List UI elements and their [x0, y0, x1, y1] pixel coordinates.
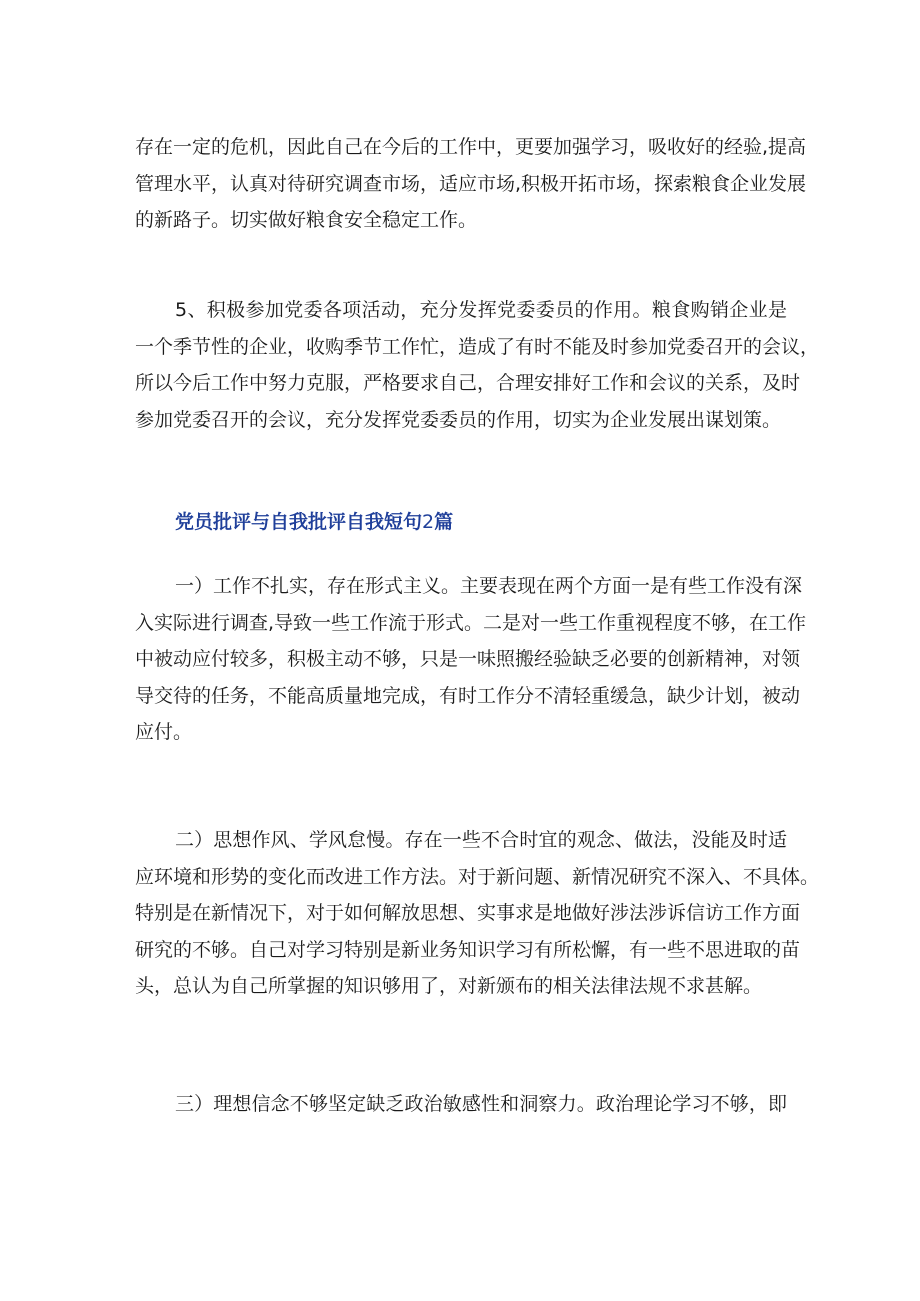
text-line: 二）思想作风、学风怠慢。存在一些不合时宜的观念、做法，没能及时适: [175, 829, 787, 851]
paragraph-4: [135, 822, 820, 1005]
text-line: 头，总认为自己所掌握的知识够用了，对新颁布的相关法律法规不求甚解。: [135, 975, 763, 997]
text-line: 一个季节性的企业，收购季节工作忙，造成了有时不能及时参加党委召开的会议，: [135, 335, 820, 358]
text-line: 5、积极参加党委各项活动，充分发挥党委委员的作用。粮食购销企业是: [175, 299, 787, 321]
heading-suffix: 篇: [434, 511, 454, 533]
text-line: 应环境和形势的变化而改进工作方法。对于新问题、新情况研究不深入、不具体。: [135, 865, 820, 888]
text-line: 一）工作不扎实，存在形式主义。主要表现在两个方面一是有些工作没有深: [175, 575, 803, 597]
section-heading: [175, 504, 453, 540]
text-line: 入实际进行调查,导致一些工作流于形式。二是对一些工作重视程度不够，在工作: [135, 611, 807, 634]
text-line: 的新路子。切实做好粮食安全稳定工作。: [135, 209, 478, 231]
text-line: 存在一定的危机，因此自己在今后的工作中，更要加强学习，吸收好的经验,提高: [135, 136, 807, 158]
text-line: 中被动应付较多，积极主动不够，只是一味照搬经验缺乏必要的创新精神，对领: [135, 648, 801, 670]
paragraph-1: [135, 129, 807, 239]
text-line: 参加党委召开的会议，充分发挥党委委员的作用，切实为企业发展出谋划策。: [135, 408, 782, 431]
text-line: 所以今后工作中努力克服，严格要求自己，合理安排好工作和会议的关系，及时: [135, 372, 801, 394]
paragraph-5: [135, 1086, 787, 1123]
text-line: 特别是在新情况下，对于如何解放思想、实事求是地做好涉法涉诉信访工作方面: [135, 902, 801, 924]
paragraph-3: [135, 568, 807, 751]
heading-number: 2: [422, 511, 435, 533]
text-line: 应付。: [135, 721, 193, 743]
text-line: 管理水平，认真对待研究调查市场，适应市场,积极开拓市场，探索粮食企业发展: [135, 172, 807, 195]
heading-title: 党员批评与自我批评自我短句: [175, 511, 423, 533]
text-line: 三）理想信念不够坚定缺乏政治敏感性和洞察力。政治理论学习不够，即: [175, 1093, 787, 1115]
paragraph-2: [135, 292, 820, 438]
text-line: 导交待的任务，不能高质量地完成，有时工作分不清轻重缓急，缺少计划，被动: [135, 684, 801, 707]
text-line: 研究的不够。自己对学习特别是新业务知识学习有所松懈，有一些不思进取的苗: [135, 938, 801, 961]
